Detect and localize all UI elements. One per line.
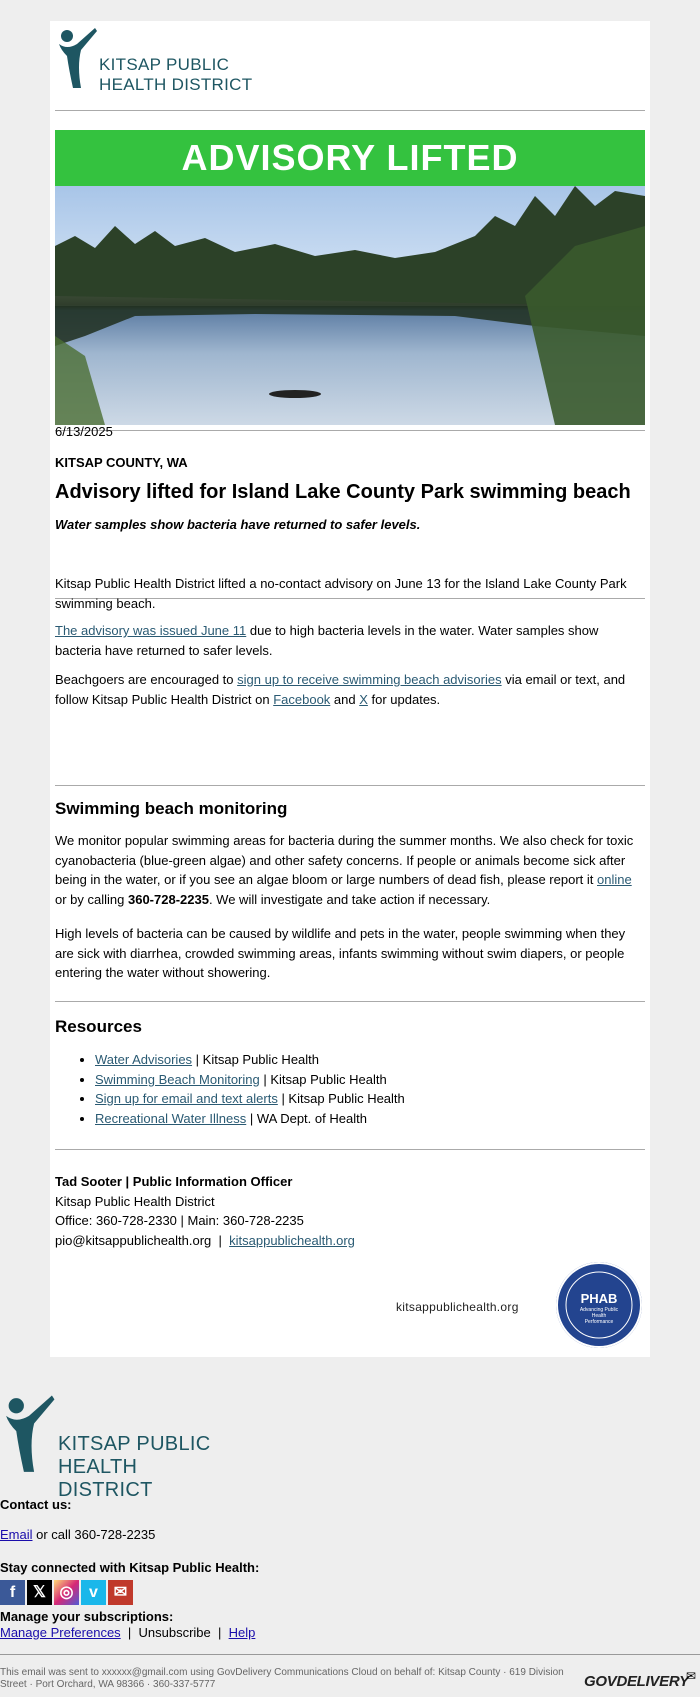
manage-heading: Manage your subscriptions: <box>0 1609 174 1624</box>
instagram-icon[interactable]: ◎ <box>54 1580 79 1605</box>
footer-email-link[interactable]: Email <box>0 1527 33 1542</box>
email-icon[interactable]: ✉ <box>108 1580 133 1605</box>
beach-monitoring-link[interactable]: Swimming Beach Monitoring <box>95 1071 260 1087</box>
stay-connected-heading: Stay connected with Kitsap Public Health: <box>0 1560 260 1575</box>
contact-name-title: Tad Sooter | Public Information Officer <box>55 1174 293 1189</box>
article-subtitle: Water samples show bacteria have returned to safer levels. <box>55 517 421 532</box>
help-link[interactable]: Help <box>228 1625 256 1640</box>
list-item <box>95 1109 645 1129</box>
monitoring-paragraph-1 <box>55 831 645 909</box>
article-paragraph-1: Kitsap Public Health District lifted a no-contact advisory on June 13 for the Island Lake County Park swimming beach. <box>55 576 627 611</box>
logo-line-2: HEALTH DISTRICT <box>58 1456 153 1501</box>
divider <box>55 1001 645 1002</box>
email-alerts-link[interactable]: Sign up for email and text alerts <box>95 1091 278 1106</box>
resources-list <box>55 1050 645 1128</box>
website-link[interactable]: kitsappublichealth.org <box>229 1232 355 1248</box>
lake-photo <box>55 186 645 425</box>
contact-email-row <box>55 1231 645 1251</box>
govdelivery-logo <box>584 1669 700 1693</box>
paragraph-text: and <box>330 691 360 707</box>
kphd-logo-icon <box>55 26 99 92</box>
divider <box>55 1149 645 1150</box>
paragraph-text: or by calling <box>55 891 128 907</box>
phab-badge <box>556 1262 642 1348</box>
list-item <box>95 1070 645 1090</box>
call-text: or call 360-728-2235 <box>32 1527 156 1542</box>
separator: | <box>210 1625 229 1640</box>
phab-subtitle: Advancing Public Health Performance <box>579 1307 619 1325</box>
paragraph-text: via email or text, and follow Kitsap Public Health District on <box>55 672 626 707</box>
contact-line <box>0 1525 155 1544</box>
manage-preferences-link[interactable]: Manage Preferences <box>0 1625 121 1640</box>
paragraph-text: for updates. <box>367 691 441 707</box>
logo-line-1: KITSAP PUBLIC <box>99 55 230 74</box>
contact-org: Kitsap Public Health District <box>55 1193 215 1209</box>
govdelivery-wordmark: GOVDELIVERY <box>584 1673 689 1690</box>
resource-source: | Kitsap Public Health <box>277 1091 405 1106</box>
envelope-icon: ✉ <box>686 1669 697 1683</box>
report-online-link[interactable]: online <box>597 872 632 887</box>
logo-line-2: HEALTH DISTRICT <box>99 75 253 94</box>
signup-advisories-link[interactable]: sign up to receive swimming beach advisories <box>237 672 502 687</box>
resource-source: | Kitsap Public Health <box>259 1071 387 1087</box>
unsubscribe-link[interactable]: Unsubscribe <box>138 1625 211 1640</box>
kphd-logo-icon <box>0 1393 58 1477</box>
separator: | <box>211 1232 230 1248</box>
recreational-water-illness-link[interactable]: Recreational Water Illness <box>95 1110 247 1126</box>
page-title: Advisory lifted for Island Lake County Park swimming beach <box>55 481 631 503</box>
list-item <box>95 1050 645 1070</box>
article-date: 6/13/2025 <box>55 424 113 439</box>
banner-headline: ADVISORY LIFTED <box>55 130 645 186</box>
list-item <box>95 1089 645 1109</box>
footer-rule <box>0 1654 700 1655</box>
divider <box>55 785 645 786</box>
article-paragraph-2 <box>55 621 645 660</box>
separator: | <box>120 1625 139 1640</box>
divider <box>55 110 645 111</box>
card-footer-website[interactable]: kitsappublichealth.org <box>396 1300 519 1314</box>
paragraph-text: Beachgoers are encouraged to <box>55 672 238 687</box>
social-icons <box>0 1580 135 1606</box>
resources-heading: Resources <box>55 1017 142 1036</box>
monitoring-paragraph-2: High levels of bacteria can be caused by wildlife and pets in the water, people swimming when they are sick with diarrhea, crowded swimming areas, infants swimming without swim diapers, or people entering the water without showering. <box>55 926 626 980</box>
email-card <box>50 21 650 1357</box>
paragraph-text: We monitor popular swimming areas for bacteria during the summer months. We also check for toxic cyanobacteria (blue-green algae) and other safety concerns. If people or animals become sick after being in the water, or if you see an algae bloom or large numbers of dead fish, please report it <box>55 833 634 887</box>
x-link[interactable]: X <box>359 691 368 707</box>
footer <box>0 1377 700 1697</box>
contact-phones: Office: 360-728-2330 | Main: 360-728-2235 <box>55 1213 304 1228</box>
paragraph-text: due to high bacteria levels in the water. Water samples show bacteria have returned to safer levels. <box>55 623 599 658</box>
report-phone: 360-728-2235 <box>127 891 209 907</box>
logo-line-1: KITSAP PUBLIC <box>58 1433 211 1455</box>
contact-email: pio@kitsappublichealth.org <box>55 1232 212 1248</box>
vimeo-icon[interactable]: v <box>81 1580 106 1605</box>
subscription-links <box>0 1623 255 1642</box>
footer-logo <box>0 1393 230 1501</box>
monitoring-heading: Swimming beach monitoring <box>55 799 288 818</box>
banner <box>55 130 645 425</box>
dateline: KITSAP COUNTY, WA <box>55 455 188 470</box>
article-paragraph-3 <box>55 670 645 709</box>
facebook-icon[interactable]: f <box>0 1580 25 1605</box>
resource-source: | WA Dept. of Health <box>246 1110 367 1126</box>
advisory-issued-link[interactable]: The advisory was issued June 11 <box>55 623 247 638</box>
water-advisories-link[interactable]: Water Advisories <box>95 1052 193 1067</box>
facebook-link[interactable]: Facebook <box>273 691 331 707</box>
phab-title: PHAB <box>580 1291 618 1306</box>
legal-text: This email was sent to xxxxxx@gmail.com using GovDelivery Communications Cloud on behalf of: Kitsap County · 619 Division Street · Port Orchard, WA 98366 · 360-337-5777 <box>0 1667 564 1690</box>
x-icon[interactable]: 𝕏 <box>27 1580 52 1605</box>
resource-source: | Kitsap Public Health <box>192 1052 320 1067</box>
contact-heading: Contact us: <box>0 1497 72 1512</box>
header-logo <box>55 26 255 96</box>
contact-block <box>55 1172 645 1250</box>
paragraph-text: . We will investigate and take action if necessary. <box>208 891 491 907</box>
